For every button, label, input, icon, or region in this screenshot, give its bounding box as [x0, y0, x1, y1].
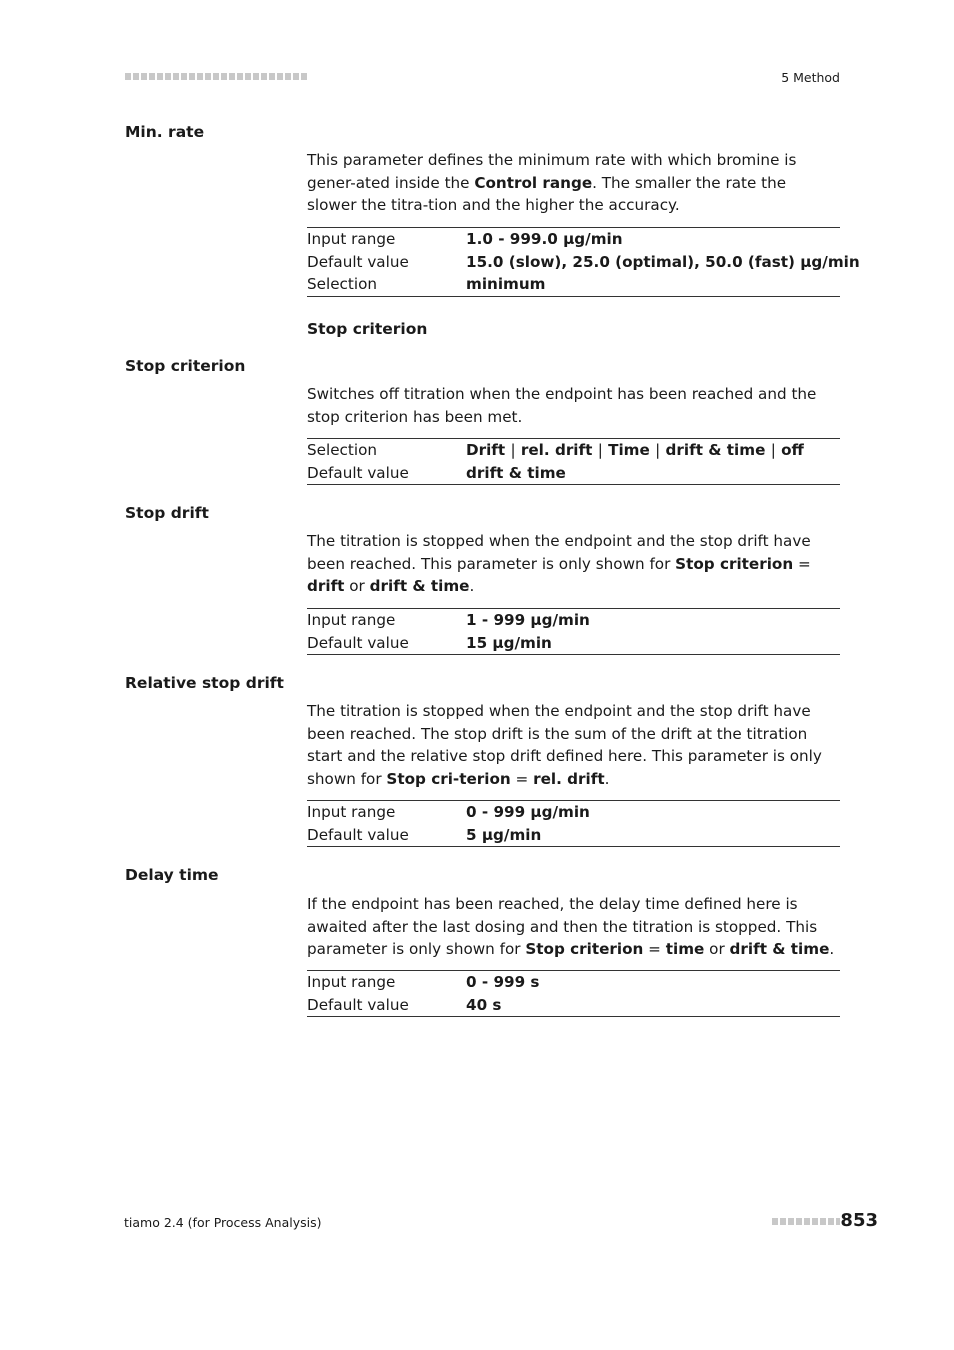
table-row: Input range 1 - 999 µg/min [307, 611, 590, 629]
stop-drift-heading: Stop drift [125, 504, 209, 522]
table-row: Default value 40 s [307, 995, 502, 1014]
relative-stop-drift-description: The titration is stopped when the endpoint and the stop drift have been reached. The stop drift is the sum of the drift at the titration start and the relative stop drift defined here. This parameter is only shown for Stop cri-terion = rel. drift. [307, 702, 822, 788]
stop-criterion-table [307, 438, 840, 485]
relative-stop-drift-table [307, 800, 840, 847]
header-section-title: 5 Method [781, 70, 840, 85]
delay-time-heading: Delay time [125, 866, 219, 884]
table-row: Default value 15.0 (slow), 25.0 (optimal), 50.0 (fast) µg/min [307, 252, 860, 271]
table-row: Selection minimum [307, 275, 546, 293]
table-row: Selection Drift | rel. drift | Time | drift & time | off [307, 439, 840, 462]
relative-stop-drift-heading: Relative stop drift [125, 674, 284, 692]
table-row: Default value drift & time [307, 463, 566, 482]
min-rate-table [307, 227, 860, 297]
footer-decoration [772, 1218, 840, 1225]
table-row: Default value 5 µg/min [307, 825, 542, 844]
stop-criterion-subheading: Stop criterion [307, 320, 428, 338]
delay-time-table [307, 970, 840, 1017]
min-rate-description: This parameter defines the minimum rate with which bromine is gener-ated inside the Control range. The smaller the rate the slower the titra-tion and the higher the accuracy. [307, 151, 797, 214]
stop-drift-table [307, 608, 840, 655]
header-decoration [125, 73, 307, 80]
selection-options: Drift | rel. drift | Time | drift & time | off [466, 441, 804, 459]
delay-time-description: If the endpoint has been reached, the delay time defined here is awaited after the last dosing and then the titration is stopped. This parameter is only shown for Stop criterion = time or drift & time. [307, 895, 835, 958]
page-number: 853 [840, 1210, 878, 1231]
stop-criterion-description: Switches off titration when the endpoint has been reached and the stop criterion has been met. [307, 385, 817, 426]
min-rate-heading: Min. rate [125, 123, 205, 141]
table-row: Input range 1.0 - 999.0 µg/min [307, 230, 623, 248]
stop-drift-description: The titration is stopped when the endpoint and the stop drift have been reached. This parameter is only shown for Stop criterion = drift or drift & time. [307, 532, 811, 595]
footer-product: tiamo 2.4 (for Process Analysis) [124, 1215, 322, 1230]
table-row: Input range 0 - 999 s [307, 973, 540, 991]
stop-criterion-heading: Stop criterion [125, 357, 246, 375]
table-row: Input range 0 - 999 µg/min [307, 803, 590, 821]
table-row: Default value 15 µg/min [307, 633, 552, 652]
